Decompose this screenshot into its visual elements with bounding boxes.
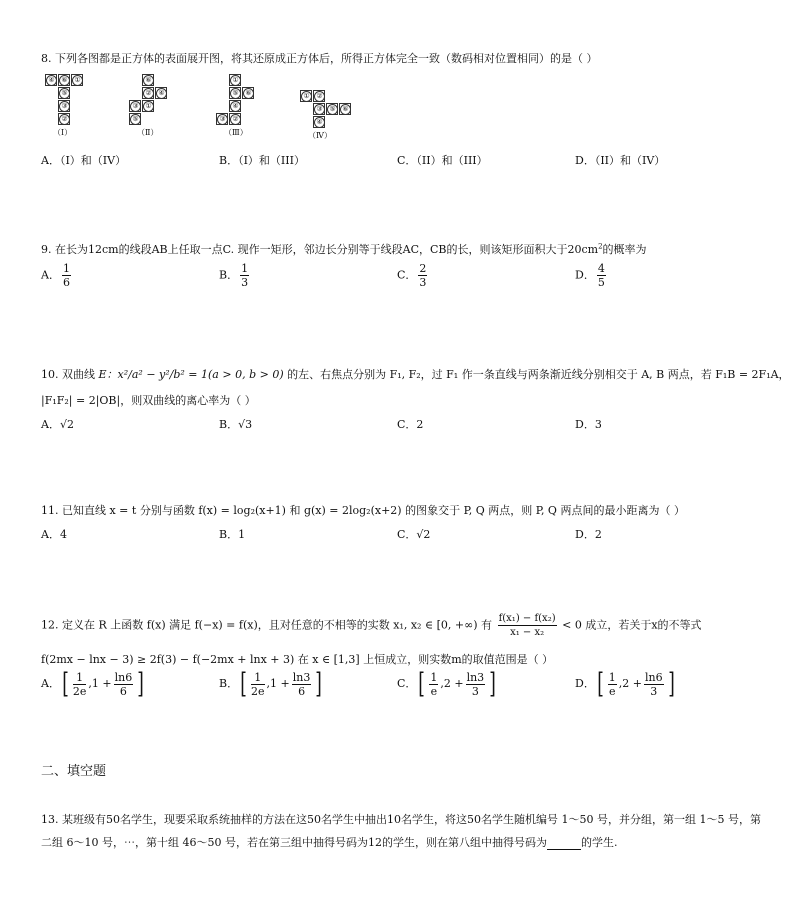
net-cell-number: ⑤ — [130, 114, 141, 125]
q10-line2: |F₁F₂| = 2|OB|，则双曲线的离心率为（ ） — [41, 394, 256, 407]
net-cell-number: ③ — [59, 101, 70, 112]
net-cell-number: ③ — [130, 101, 141, 112]
q8-option-c[interactable]: C．（II）和（III） — [397, 154, 488, 167]
net-cell — [313, 103, 325, 115]
q12-option-d[interactable]: D．[ $\frac{1}{e}$ ,2 + $\frac{\ln 6}{3}$ ] — [575, 667, 675, 700]
q11-option-c[interactable]: C．√2 — [397, 528, 431, 541]
q9-stem: 9. 在长为12cm的线段AB上任取一点C. 现作一矩形，邻边长分别等于线段AC，CB的长，则该矩形面积大于$20cm^2$的概率为 — [41, 242, 647, 256]
q10-option-b[interactable]: B．√3 — [219, 418, 253, 431]
q10-option-d[interactable]: D．3 — [575, 418, 602, 431]
net-cell — [229, 100, 241, 112]
net-cell-number: ④ — [230, 101, 241, 112]
net-cell-number: ⑤ — [230, 88, 241, 99]
q9-option-b[interactable]: B． $\frac{1}{3}$ — [219, 262, 249, 289]
net-cell-number: ② — [230, 114, 241, 125]
net-cell-number: ⑥ — [243, 88, 254, 99]
q10-option-a[interactable]: A．√2 — [41, 418, 74, 431]
net-cell — [229, 113, 241, 125]
net-cell — [142, 100, 154, 112]
net-cell — [229, 74, 241, 86]
q8-option-d[interactable]: D．（II）和（IV） — [575, 154, 666, 167]
net-cell-number: ① — [230, 75, 241, 86]
net-cell — [339, 103, 351, 115]
net-cell — [216, 113, 228, 125]
q11-option-b[interactable]: B．1 — [219, 528, 246, 541]
q12-option-c[interactable]: C．[ $\frac{1}{e}$ ,2 + $\frac{\ln 3}{3}$ ] — [397, 667, 496, 700]
net1-cell: ④ — [46, 75, 57, 86]
net-cell — [142, 87, 154, 99]
net-cell-number: ② — [143, 88, 154, 99]
net-cell-number: ⑥ — [340, 104, 351, 115]
net-cell — [155, 87, 167, 99]
net-cell — [58, 113, 70, 125]
q12-line2: f(2mx − lnx − 3) ≥ 2f(3) − f(−2mx + lnx + 3) 在 x ∈ [1,3] 上恒成立，则实数m的取值范围是（ ） — [41, 653, 554, 666]
net-cell-number: ⑤ — [59, 88, 70, 99]
net-cell — [229, 87, 241, 99]
net-cell-number: ① — [72, 75, 83, 86]
net-cell-number: ⑥ — [143, 75, 154, 86]
net1-label: （Ⅰ） — [53, 128, 73, 137]
net-cell — [45, 74, 57, 86]
net-cell — [313, 90, 325, 102]
net-cell-number: ④ — [314, 117, 325, 128]
q12-option-b[interactable]: B．[ $\frac{1}{2e}$ ,1 + $\frac{\ln 3}{6}$ ] — [219, 667, 323, 700]
q10-line1: 10. 双曲线 E：x²/a² − y²/b² = 1(a > 0, b > 0) 的左、右焦点分别为 F₁, F₂，过 F₁ 作一条直线与两条渐近线分别相交于 A, B 两点，若 F₁B = 2F₁A， — [41, 368, 790, 381]
net-cell-number: ① — [143, 101, 154, 112]
q13-line1: 13. 某班级有50名学生，现要采取系统抽样的方法在这50名学生中抽出10名学生，将这50名学生随机编号 1～50 号，并分组，第一组 1～5 号，第 — [41, 813, 761, 826]
q11-option-d[interactable]: D．2 — [575, 528, 602, 541]
q11-option-a[interactable]: A．4 — [41, 528, 67, 541]
q9-option-d[interactable]: D． $\frac{4}{5}$ — [575, 262, 605, 289]
net3-label: （Ⅲ） — [224, 128, 248, 137]
q9-option-c[interactable]: C． $\frac{2}{3}$ — [397, 262, 427, 289]
net-cell — [313, 116, 325, 128]
answer-blank[interactable] — [547, 839, 581, 850]
q11-stem: 11. 已知直线 x = t 分别与函数 f(x) = log₂(x+1) 和 g(x) = 2log₂(x+2) 的图象交于 P, Q 两点，则 P, Q 两点间的最小距离为（ ） — [41, 504, 685, 517]
q9-option-a[interactable]: A． $\frac{1}{6}$ — [41, 262, 70, 289]
q12-line1: 12. 定义在 R 上函数 f(x) 满足 f(−x) = f(x)，且对任意的不相等的实数 x₁, x₂ ∈ [0, +∞) 有 $\frac{\text{f(x₁) − f(x₂)}}{\text{x₁ − x₂}}$ < 0 成立，若关于x的不等式 — [41, 613, 702, 638]
net2-label: （Ⅱ） — [137, 128, 159, 137]
net-cell-number: ① — [301, 91, 312, 102]
net-cell-number: ③ — [314, 104, 325, 115]
net-cell-number: ④ — [156, 88, 167, 99]
net-cell — [58, 87, 70, 99]
net-cell-number: ⑤ — [327, 104, 338, 115]
net-cell — [71, 74, 83, 86]
net-cell — [142, 74, 154, 86]
q10-option-c[interactable]: C．2 — [397, 418, 424, 431]
net4-label: （Ⅳ） — [308, 131, 332, 140]
net-cell-number: ② — [314, 91, 325, 102]
net-cell — [129, 100, 141, 112]
net-cell-number: ⑥ — [59, 75, 70, 86]
section-heading: 二、填空题 — [41, 764, 107, 779]
net-cell — [300, 90, 312, 102]
q8-option-a[interactable]: A．（I）和（IV） — [41, 154, 127, 167]
q12-option-a[interactable]: A．[ $\frac{1}{2e}$ ,1 + $\frac{\ln 6}{6}$ ] — [41, 667, 144, 700]
net-cell — [129, 113, 141, 125]
net-cell — [58, 100, 70, 112]
net-cell — [242, 87, 254, 99]
net-cell — [58, 74, 70, 86]
net-cell-number: ③ — [217, 114, 228, 125]
q8-option-b[interactable]: B．（I）和（III） — [219, 154, 305, 167]
net-cell-number: ② — [59, 114, 70, 125]
q8-stem: 8. 下列各图都是正方体的表面展开图，将其还原成正方体后，所得正方体完全一致（数码相对位置相同）的是（ ） — [41, 52, 598, 65]
q13-line2: 二组 6～10 号，⋯，第十组 46～50 号，若在第三组中抽得号码为12的学生，则在第八组中抽得号码为 的学生. — [41, 836, 618, 849]
net-cell — [326, 103, 338, 115]
